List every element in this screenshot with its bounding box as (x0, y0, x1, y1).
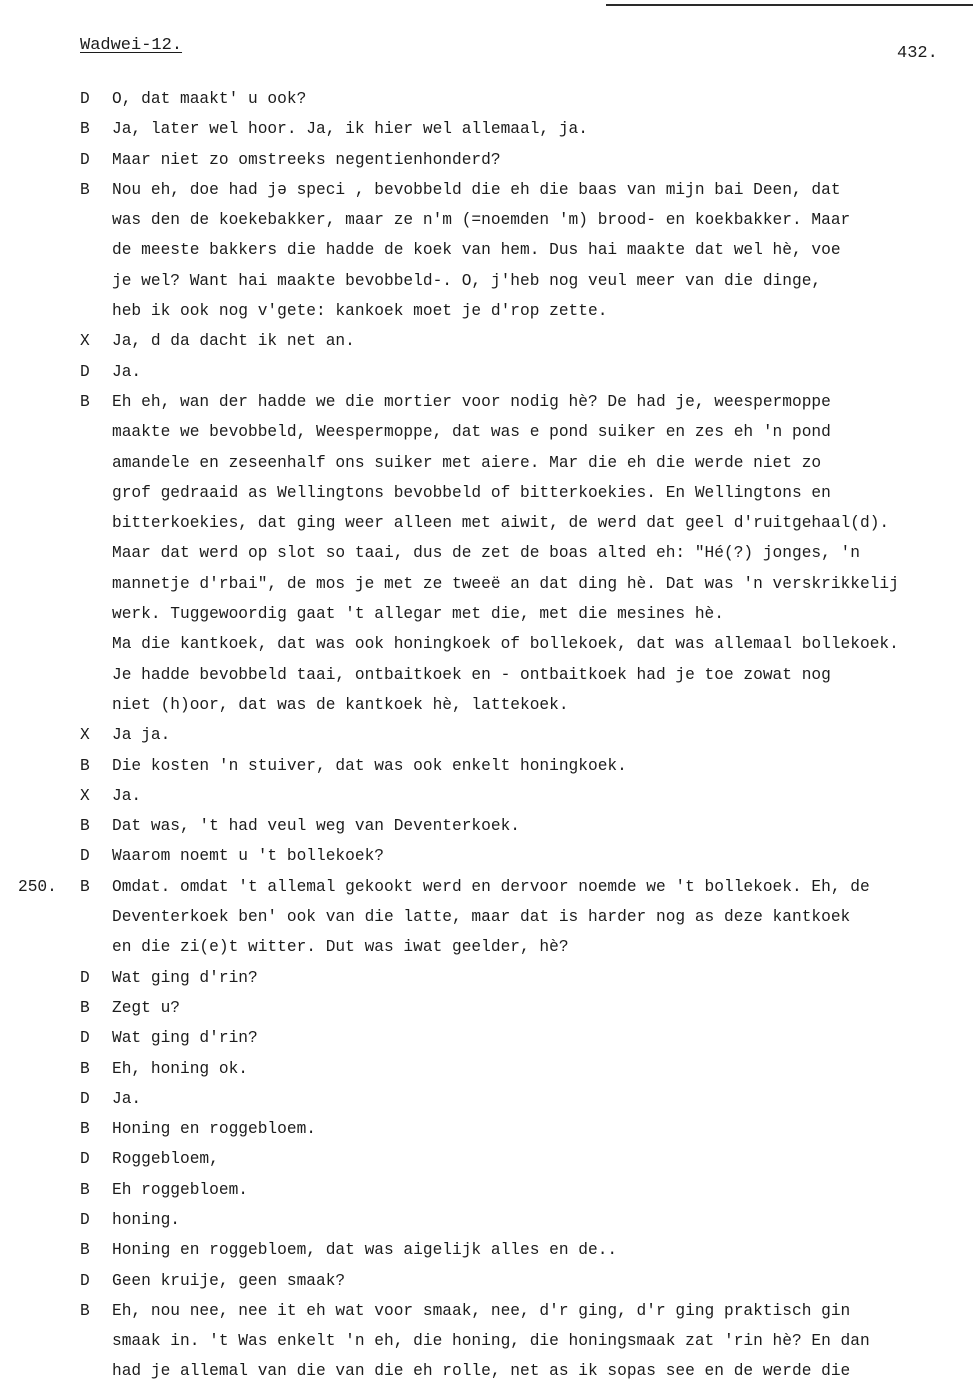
speaker-label: D (80, 1210, 90, 1229)
transcript-line (0, 902, 973, 932)
transcript-line (0, 1144, 973, 1174)
utterance-text: Maar dat werd op slot so taai, dus de zet de boas alted eh: "Hé(?) jonges, 'n (112, 544, 860, 563)
transcript-line (0, 114, 973, 144)
utterance-text: Ja ja. (112, 726, 171, 745)
utterance-text: Deventerkoek ben' ook van die latte, maar dat is harder nog as deze kantkoek (112, 908, 851, 927)
utterance-text: Honing en roggebloem, dat was aigelijk alles en de.. (112, 1241, 618, 1260)
utterance-text: werk. Tuggewoordig gaat 't allegar met die, met die mesines hè. (112, 605, 724, 624)
transcript-line (0, 569, 973, 599)
speaker-label: D (80, 90, 90, 108)
transcript (0, 84, 973, 1387)
utterance-text: Eh eh, wan der hadde we die mortier voor nodig hè? De had je, weespermoppe (112, 392, 831, 411)
transcript-line (0, 478, 973, 508)
line-number: 250. (18, 877, 57, 896)
speaker-label: B (80, 817, 90, 836)
speaker-label: B (80, 180, 90, 199)
transcript-line (0, 1326, 973, 1356)
transcript-line (0, 751, 973, 781)
utterance-text: Maar niet zo omstreeks negentienhonderd? (112, 150, 501, 169)
utterance-text: Dat was, 't had veul weg van Deventerkoek. (112, 817, 520, 836)
utterance-text: Je hadde bevobbeld taai, ontbaitkoek en - ontbaitkoek had je toe zowat nog (112, 665, 831, 684)
transcript-line (0, 932, 973, 962)
speaker-label: X (80, 332, 90, 351)
utterance-text: Ma die kantkoek, dat was ook honingkoek of bollekoek, dat was allemaal bollekoek. (112, 635, 899, 654)
page-number: 432. (897, 44, 938, 63)
utterance-text: niet (h)oor, dat was de kantkoek hè, lattekoek. (112, 695, 569, 714)
utterance-text: Omdat. omdat 't allemal gekookt werd en dervoor noemde we 't bollekoek. Eh, de (112, 877, 870, 896)
speaker-label: B (80, 1120, 90, 1139)
speaker-label: D (80, 1089, 90, 1108)
utterance-text: de meeste bakkers die hadde de koek van hem. Dus hai maakte dat wel hè, voe (112, 241, 841, 260)
utterance-text: maakte we bevobbeld, Weespermoppe, dat was e pond suiker en zes eh 'n pond (112, 423, 831, 442)
speaker-label: D (80, 1271, 90, 1290)
transcript-line (0, 1114, 973, 1144)
utterance-text: mannetje d'rbai", de mos je met ze tweeë an dat ding hè. Dat was 'n verskrikkelij (112, 574, 899, 593)
transcript-line (0, 720, 973, 750)
speaker-label: D (80, 150, 90, 169)
transcript-line (0, 1266, 973, 1296)
speaker-label: B (80, 877, 90, 896)
transcript-line (0, 1205, 973, 1235)
speaker-label: D (80, 847, 90, 866)
utterance-text: heb ik ook nog v'gete: kankoek moet je d'rop zette. (112, 302, 608, 321)
transcript-line (0, 235, 973, 265)
speaker-label: D (80, 1029, 90, 1048)
utterance-text: Honing en roggebloem. (112, 1120, 316, 1139)
speaker-label: B (80, 1059, 90, 1078)
transcript-line (0, 1084, 973, 1114)
speaker-label: B (80, 756, 90, 775)
transcript-line (0, 387, 973, 417)
transcript-line (0, 841, 973, 871)
utterance-text: Eh, nou nee, nee it eh wat voor smaak, nee, d'r ging, d'r ging praktisch gin (112, 1301, 851, 1320)
transcript-line (0, 145, 973, 175)
transcript-line (0, 811, 973, 841)
utterance-text: Wat ging d'rin? (112, 1029, 258, 1048)
speaker-label: D (80, 362, 90, 381)
transcript-line (0, 538, 973, 568)
utterance-text: Zegt u? (112, 998, 180, 1017)
speaker-label: D (80, 1150, 90, 1169)
utterance-text: Waarom noemt u 't bollekoek? (112, 847, 384, 866)
utterance-text: Ja, later wel hoor. Ja, ik hier wel allemaal, ja. (112, 120, 588, 139)
transcript-line (0, 1356, 973, 1386)
speaker-label: B (80, 392, 90, 411)
utterance-text: Ja, d da dacht ik net an. (112, 332, 355, 351)
utterance-text: smaak in. 't Was enkelt 'n eh, die honing, die honingsmaak zat 'rin hè? En dan (112, 1332, 870, 1351)
utterance-text: grof gedraaid as Wellingtons bevobbeld of bitterkoekies. En Wellingtons en (112, 483, 831, 502)
speaker-label: B (80, 1301, 90, 1320)
header-title: Wadwei-12. (80, 36, 183, 55)
speaker-label: X (80, 786, 90, 805)
transcript-line (0, 1235, 973, 1265)
transcript-line (0, 357, 973, 387)
speaker-label: B (80, 120, 90, 139)
utterance-text: Geen kruije, geen smaak? (112, 1271, 346, 1290)
transcript-line (0, 690, 973, 720)
utterance-text: bitterkoekies, dat ging weer alleen met aiwit, de werd dat geel d'ruitgehaal(d). (112, 514, 890, 533)
utterance-text: O, dat maakt' u ook? (112, 90, 307, 108)
speaker-label: B (80, 1241, 90, 1260)
transcript-line (0, 781, 973, 811)
transcript-line (0, 417, 973, 447)
transcript-line (0, 1054, 973, 1084)
transcript-line (0, 993, 973, 1023)
speaker-label: X (80, 726, 90, 745)
transcript-line (0, 1296, 973, 1326)
transcript-line (0, 660, 973, 690)
utterance-text: Ja. (112, 786, 142, 805)
utterance-text: Eh roggebloem. (112, 1180, 248, 1199)
utterance-text: Die kosten 'n stuiver, dat was ook enkelt honingkoek. (112, 756, 627, 775)
utterance-text: honing. (112, 1210, 180, 1229)
transcript-line (0, 599, 973, 629)
transcript-line (0, 175, 973, 205)
transcript-line (0, 448, 973, 478)
utterance-text: en die zi(e)t witter. Dut was iwat geelder, hè? (112, 938, 569, 957)
transcript-line (0, 326, 973, 356)
transcript-line (0, 1023, 973, 1053)
transcript-line (0, 1175, 973, 1205)
transcript-line (0, 266, 973, 296)
transcript-line (0, 629, 973, 659)
transcript-line (0, 508, 973, 538)
utterance-text: Wat ging d'rin? (112, 968, 258, 987)
utterance-text: was den de koekebakker, maar ze n'm (=noemden 'm) brood- en koekbakker. Maar (112, 211, 851, 230)
utterance-text: Ja. (112, 362, 142, 381)
transcript-line (0, 296, 973, 326)
top-rule (606, 4, 973, 6)
speaker-label: B (80, 998, 90, 1017)
transcript-line (0, 84, 973, 114)
utterance-text: amandele en zeseenhalf ons suiker met aiere. Mar die eh die werde niet zo (112, 453, 822, 472)
utterance-text: je wel? Want hai maakte bevobbeld-. O, j'heb nog veul meer van die dinge, (112, 271, 822, 290)
speaker-label: B (80, 1180, 90, 1199)
utterance-text: Roggebloem, (112, 1150, 219, 1169)
transcript-line (0, 205, 973, 235)
speaker-label: D (80, 968, 90, 987)
utterance-text: Eh, honing ok. (112, 1059, 248, 1078)
transcript-line (0, 872, 973, 902)
transcript-line (0, 963, 973, 993)
utterance-text: Nou eh, doe had jə speci , bevobbeld die eh die baas van mijn bai Deen, dat (112, 180, 841, 199)
utterance-text: had je allemal van die van die eh rolle, net as ik sopas see en de werde die (112, 1362, 851, 1381)
utterance-text: Ja. (112, 1089, 142, 1108)
